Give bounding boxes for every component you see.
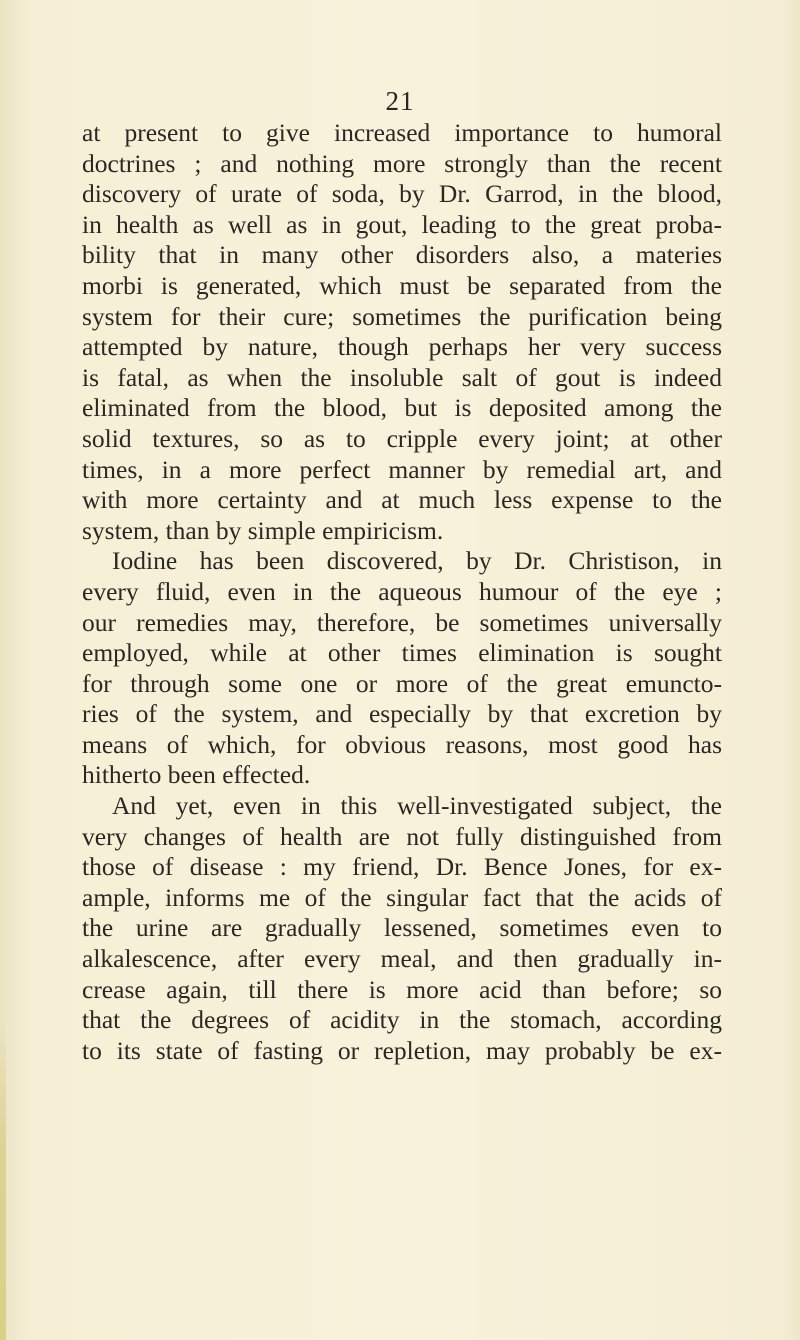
- text-line: And yet, even in this well-investigated subject, the: [112, 791, 722, 821]
- text-line: discovery of urate of soda, by Dr. Garrod, in the blood,: [82, 179, 722, 209]
- text-line: doctrines ; and nothing more strongly than the recent: [82, 148, 722, 178]
- text-line: employed, while at other times elimination is sought: [82, 638, 722, 668]
- text-line: very changes of health are not fully distinguished from: [82, 821, 722, 851]
- page-number: 21: [385, 86, 415, 116]
- text-line: eliminated from the blood, but is deposited among the: [82, 393, 722, 423]
- page-edge-shadow: [0, 1020, 6, 1340]
- text-line: ample, informs me of the singular fact that the acids of: [82, 882, 722, 912]
- text-line: the urine are gradually lessened, sometimes even to: [82, 913, 722, 943]
- text-line: alkalescence, after every meal, and then gradually in-: [82, 944, 722, 974]
- text-line: attempted by nature, though perhaps her very success: [82, 332, 722, 362]
- text-line: means of which, for obvious reasons, most good has: [82, 729, 722, 759]
- text-line: ries of the system, and especially by that excretion by: [82, 699, 722, 729]
- text-line: morbi is generated, which must be separated from the: [82, 270, 722, 300]
- text-line: our remedies may, therefore, be sometimes universally: [82, 607, 722, 637]
- text-line: system for their cure; sometimes the purification being: [82, 301, 722, 331]
- text-line: at present to give increased importance to humoral: [82, 118, 722, 147]
- text-line: with more certainty and at much less expense to the: [82, 485, 722, 515]
- text-line: times, in a more perfect manner by remedial art, and: [82, 454, 722, 484]
- text-line: system, than by simple empiricism.: [82, 515, 444, 545]
- text-line: that the degrees of acidity in the stomach, according: [82, 1005, 722, 1035]
- text-line: to its state of fasting or repletion, may probably be ex-: [82, 1035, 722, 1065]
- text-line: Iodine has been discovered, by Dr. Christison, in: [112, 546, 722, 576]
- text-line: is fatal, as when the insoluble salt of gout is indeed: [82, 362, 722, 392]
- text-line: solid textures, so as to cripple every joint; at other: [82, 423, 722, 453]
- text-line: crease again, till there is more acid than before; so: [82, 974, 722, 1004]
- text-line: every fluid, even in the aqueous humour of the eye ;: [82, 576, 722, 606]
- text-line: those of disease : my friend, Dr. Bence Jones, for ex-: [82, 852, 722, 882]
- body-text: [82, 118, 722, 1066]
- text-line: bility that in many other disorders also, a materies: [82, 240, 722, 270]
- text-line: hitherto been effected.: [82, 760, 311, 790]
- text-line: for through some one or more of the great emuncto-: [82, 668, 722, 698]
- text-line: in health as well as in gout, leading to the great proba-: [82, 209, 722, 239]
